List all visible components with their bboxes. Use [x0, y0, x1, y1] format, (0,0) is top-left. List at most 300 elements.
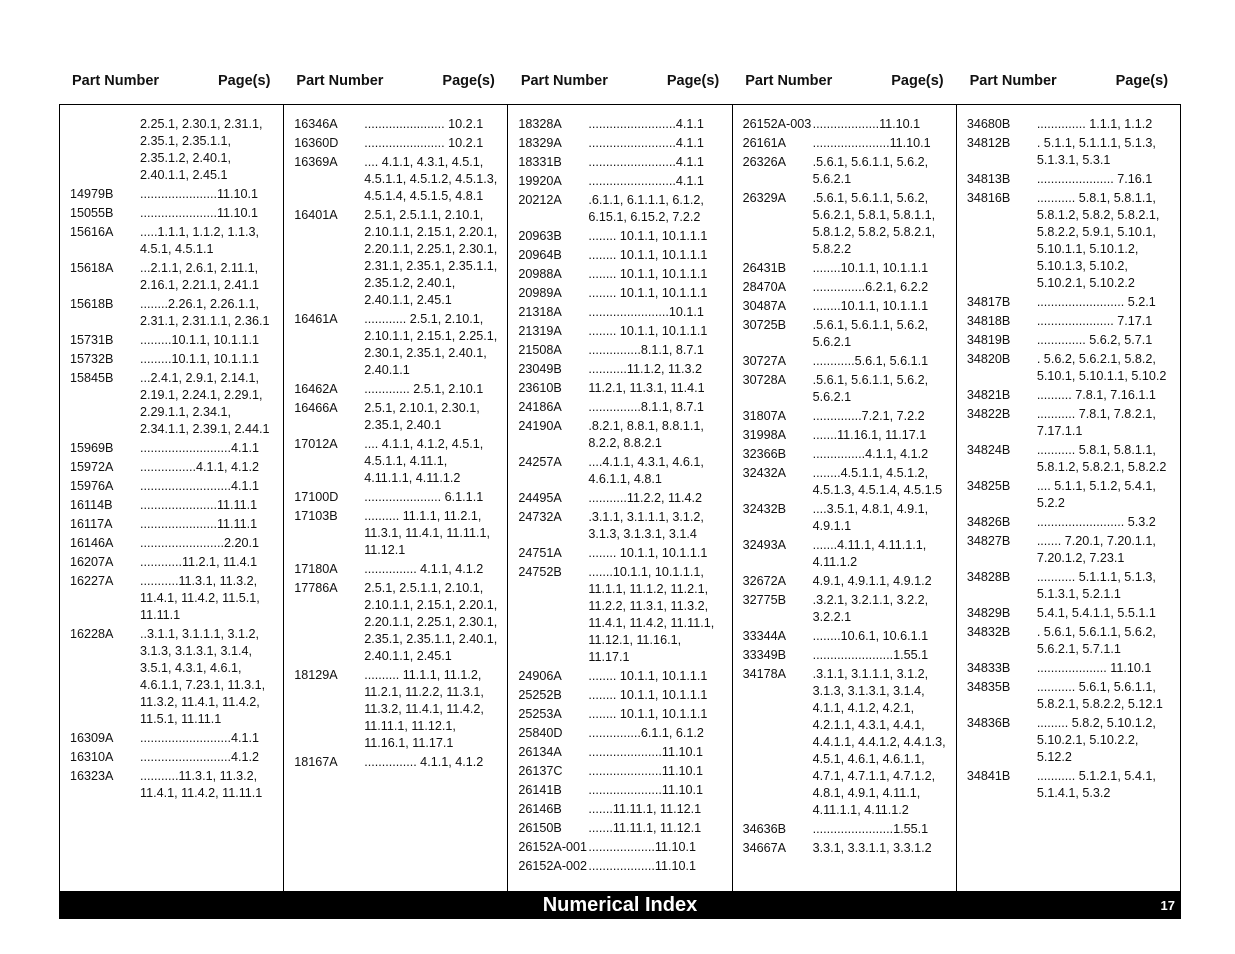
- page-references: ....3.5.1, 4.8.1, 4.9.1, 4.9.1.1: [812, 502, 929, 533]
- index-entry: [294, 508, 497, 559]
- part-number: 26329A: [742, 191, 787, 205]
- index-entry: [294, 135, 497, 152]
- index-column: [284, 105, 508, 891]
- pages-heading: Page(s): [891, 73, 944, 89]
- page-references: ............. 2.5.1, 2.10.1: [364, 382, 484, 396]
- page-references: ......................... 5.2.1: [1036, 295, 1156, 309]
- part-number: 15731B: [70, 333, 114, 347]
- part-number: 16401A: [294, 208, 338, 222]
- index-entry: [518, 801, 721, 818]
- part-number-heading: Part Number: [969, 73, 1057, 89]
- index-entry: [518, 744, 721, 761]
- page-references: 2.25.1, 2.30.1, 2.31.1, 2.35.1, 2.35.1.1, 2.35.1.2, 2.40.1, 2.40.1.1, 2.45.1: [140, 117, 263, 182]
- index-entry: [743, 821, 946, 838]
- index-entry: [743, 501, 946, 535]
- index-entry: [294, 207, 497, 309]
- part-number: 24906A: [518, 669, 562, 683]
- page-references: ....... 7.20.1, 7.20.1.1, 7.20.1.2, 7.23.1: [1036, 534, 1156, 565]
- page-references: 3.3.1, 3.3.1.1, 3.3.1.2: [812, 841, 932, 855]
- part-number: 30727A: [742, 354, 787, 368]
- part-number: 14979B: [70, 187, 114, 201]
- index-entry: [70, 260, 273, 294]
- page-references: ........2.26.1, 2.26.1.1, 2.31.1, 2.31.1.1, 2.36.1: [140, 297, 270, 328]
- part-number: 34817B: [966, 295, 1011, 309]
- part-number: 23049B: [518, 362, 562, 376]
- page-references: ...2.4.1, 2.9.1, 2.14.1, 2.19.1, 2.24.1, 2.29.1, 2.29.1.1, 2.34.1, 2.34.1.1, 2.39.1, 2.44.1: [140, 371, 270, 436]
- page-references: ........10.6.1, 10.6.1.1: [812, 629, 929, 643]
- part-number: 26152A-001: [518, 840, 588, 854]
- page-references: ...............6.1.1, 6.1.2: [588, 726, 704, 740]
- page-references: ....4.1.1, 4.3.1, 4.6.1, 4.6.1.1, 4.8.1: [588, 455, 704, 486]
- index-entry: [518, 763, 721, 780]
- page-references: ........... 5.8.1, 5.8.1.1, 5.8.1.2, 5.8.2.1, 5.8.2.2: [1036, 443, 1167, 474]
- part-number: 21319A: [518, 324, 562, 338]
- page-references: ...2.1.1, 2.6.1, 2.11.1, 2.16.1, 2.21.1, 2.41.1: [140, 261, 260, 292]
- part-number: 26134A: [518, 745, 562, 759]
- part-number: 16466A: [294, 401, 338, 415]
- part-number: 26431B: [742, 261, 787, 275]
- index-entry: [518, 173, 721, 190]
- part-number: 34821B: [966, 388, 1011, 402]
- index-entry: [70, 497, 273, 514]
- part-number: 16309A: [70, 731, 114, 745]
- part-number-heading: Part Number: [520, 73, 608, 89]
- part-number: [70, 116, 140, 184]
- part-number: 16227A: [70, 574, 114, 588]
- index-entry: [967, 514, 1170, 531]
- part-number: 16310A: [70, 750, 114, 764]
- index-entry: [967, 294, 1170, 311]
- index-entry: [70, 535, 273, 552]
- page-references: ......................11.10.1: [812, 136, 931, 150]
- part-number: 25253A: [518, 707, 562, 721]
- index-entry: [518, 564, 721, 666]
- page-references: .5.6.1, 5.6.1.1, 5.6.2, 5.6.2.1: [812, 318, 929, 349]
- page-references: .....................11.10.1: [588, 745, 703, 759]
- part-number: 34833B: [966, 661, 1011, 675]
- column-header: [733, 73, 957, 89]
- page-references: .....1.1.1, 1.1.2, 1.1.3, 4.5.1, 4.5.1.1: [140, 225, 260, 256]
- part-number: 17103B: [294, 509, 338, 523]
- index-entry: [70, 573, 273, 624]
- index-entry: [518, 858, 721, 875]
- index-entry: [518, 509, 721, 543]
- part-number: 24190A: [518, 419, 562, 433]
- pages-heading: Page(s): [218, 73, 271, 89]
- index-entry: [967, 478, 1170, 512]
- index-column: [508, 105, 732, 891]
- page-references: ...................11.10.1: [588, 859, 696, 873]
- page-references: .... 5.1.1, 5.1.2, 5.4.1, 5.2.2: [1036, 479, 1156, 510]
- index-entry: [70, 440, 273, 457]
- part-number: 32432A: [742, 466, 787, 480]
- footer-bar: [59, 892, 1181, 919]
- index-entry: [743, 465, 946, 499]
- part-number: 15976A: [70, 479, 114, 493]
- part-number: 20964B: [518, 248, 562, 262]
- part-number: 18331B: [518, 155, 562, 169]
- part-number: 34812B: [966, 136, 1011, 150]
- page-references: .........................4.1.1: [588, 155, 704, 169]
- page-references: .......11.11.1, 11.12.1: [588, 821, 702, 835]
- index-entry: [743, 190, 946, 258]
- page-references: ......................11.10.1: [140, 206, 259, 220]
- index-entry: [518, 323, 721, 340]
- index-entry: [518, 380, 721, 397]
- index-entry: [294, 116, 497, 133]
- part-number: 30728A: [742, 373, 787, 387]
- page-references: ....................... 10.2.1: [364, 117, 484, 131]
- index-entry: [518, 304, 721, 321]
- part-number: 34818B: [966, 314, 1011, 328]
- page-references: ......................11.11.1: [140, 517, 258, 531]
- page-references: ...............8.1.1, 8.7.1: [588, 343, 704, 357]
- page-references: ..........................4.1.1: [140, 479, 259, 493]
- page-references: .......10.1.1, 10.1.1.1, 11.1.1, 11.1.2, 11.2.1, 11.2.2, 11.3.1, 11.3.2, 11.4.1, 11.4.2, 11.11.1, 11.12.1, 11.16.1, 11.17.1: [588, 565, 715, 664]
- index-entry: [518, 361, 721, 378]
- index-entry: [518, 399, 721, 416]
- index-entry: [70, 224, 273, 258]
- pages-heading: Page(s): [666, 73, 720, 89]
- page-references: ........... 5.1.1.1, 5.1.3, 5.1.3.1, 5.2.1.1: [1036, 570, 1156, 601]
- index-entry: [518, 135, 721, 152]
- page-references: 2.5.1, 2.5.1.1, 2.10.1, 2.10.1.1, 2.15.1, 2.20.1, 2.20.1.1, 2.25.1, 2.30.1, 2.35.1, 2.35.1.1, 2.40.1, 2.40.1.1, 2.45.1: [364, 581, 498, 663]
- index-entry: [70, 370, 273, 438]
- index-entry: [294, 561, 497, 578]
- index-entry: [743, 537, 946, 571]
- page-references: .......... 7.8.1, 7.16.1.1: [1036, 388, 1156, 402]
- index-entry: [518, 266, 721, 283]
- page-references: ...................... 7.16.1: [1036, 172, 1153, 186]
- index-entry: [518, 154, 721, 171]
- part-number: 24186A: [518, 400, 562, 414]
- pages-heading: Page(s): [1115, 73, 1169, 89]
- index-entry: [70, 554, 273, 571]
- index-entry: [743, 154, 946, 188]
- part-number: 23610B: [518, 381, 562, 395]
- part-number: 26150B: [518, 821, 562, 835]
- index-entry: [518, 687, 721, 704]
- part-number-heading: Part Number: [72, 73, 160, 89]
- part-number: 15616A: [70, 225, 114, 239]
- part-number: 20989A: [518, 286, 562, 300]
- index-entry: [518, 725, 721, 742]
- page-references: .......11.16.1, 11.17.1: [812, 428, 927, 442]
- page-references: ...........11.3.1, 11.3.2, 11.4.1, 11.4.2, 11.5.1, 11.11.1: [140, 574, 260, 622]
- part-number: 24751A: [518, 546, 562, 560]
- index-entry: [518, 668, 721, 685]
- part-number: 34819B: [966, 333, 1011, 347]
- part-number: 34822B: [966, 407, 1011, 421]
- page-references: .3.2.1, 3.2.1.1, 3.2.2, 3.2.2.1: [812, 593, 929, 624]
- page-references: ......... 5.8.2, 5.10.1.2, 5.10.2.1, 5.10.2.2, 5.12.2: [1036, 716, 1156, 764]
- part-number: 15845B: [70, 371, 114, 385]
- part-number: 16369A: [294, 155, 338, 169]
- page-references: ............ 2.5.1, 2.10.1, 2.10.1.1, 2.15.1, 2.25.1, 2.30.1, 2.35.1, 2.40.1, 2.40.1.1: [364, 312, 498, 377]
- index-entry: [518, 228, 721, 245]
- index-entry: [294, 436, 497, 487]
- page-references: .5.6.1, 5.6.1.1, 5.6.2, 5.6.2.1: [812, 373, 929, 404]
- part-number: 18329A: [518, 136, 562, 150]
- part-number-heading: Part Number: [745, 73, 833, 89]
- index-entry: [70, 516, 273, 533]
- index-entry: [743, 298, 946, 315]
- part-number: 16461A: [294, 312, 338, 326]
- index-entry: [743, 840, 946, 857]
- index-entry: [743, 372, 946, 406]
- part-number: 16228A: [70, 627, 114, 641]
- page-references: ................4.1.1, 4.1.2: [140, 460, 260, 474]
- part-number: 31807A: [742, 409, 787, 423]
- index-entry: [518, 285, 721, 302]
- index-entry: [743, 317, 946, 351]
- part-number: 24732A: [518, 510, 562, 524]
- index-entry: [967, 171, 1170, 188]
- index-column: [957, 105, 1180, 891]
- page-references: ...................11.10.1: [588, 840, 696, 854]
- part-number: 15732B: [70, 352, 114, 366]
- part-number: 17100D: [294, 490, 339, 504]
- index-entry: [967, 605, 1170, 622]
- part-number: 15969B: [70, 441, 114, 455]
- part-number: 28470A: [742, 280, 787, 294]
- index-entry: [70, 351, 273, 368]
- page-references: ...................... 7.17.1: [1036, 314, 1153, 328]
- part-number: 34824B: [966, 443, 1011, 457]
- page-references: ........... 5.8.1, 5.8.1.1, 5.8.1.2, 5.8.2, 5.8.2.1, 5.8.2.2, 5.9.1, 5.10.1, 5.10.1.1, 5.10.1.2, 5.10.1.3, 5.10.2, 5.10.2.1, 5.10.2.2: [1036, 191, 1160, 290]
- part-number: 20212A: [518, 193, 562, 207]
- part-number: 16207A: [70, 555, 114, 569]
- index-column: [60, 105, 284, 891]
- part-number: 34667A: [742, 841, 787, 855]
- page-references: ..3.1.1, 3.1.1.1, 3.1.2, 3.1.3, 3.1.3.1, 3.1.4, 3.5.1, 4.3.1, 4.6.1, 4.6.1.1, 7.23.1, 11.3.1, 11.3.2, 11.4.1, 11.4.2, 11.5.1, 11.11.1: [140, 627, 266, 726]
- index-table: [59, 104, 1181, 892]
- page-references: 11.2.1, 11.3.1, 11.4.1: [588, 381, 705, 395]
- index-entry: [70, 459, 273, 476]
- footer-title: Numerical Index: [542, 894, 698, 916]
- part-number: 26146B: [518, 802, 562, 816]
- index-entry: [518, 418, 721, 452]
- part-number: 33344A: [742, 629, 787, 643]
- part-number: 34813B: [966, 172, 1011, 186]
- index-entry: [967, 442, 1170, 476]
- part-number: 16360D: [294, 136, 339, 150]
- part-number: 26161A: [742, 136, 787, 150]
- part-number: 34841B: [966, 769, 1011, 783]
- index-entry: [518, 192, 721, 226]
- index-entry: [967, 190, 1170, 292]
- part-number: 31998A: [742, 428, 787, 442]
- part-number: 24495A: [518, 491, 562, 505]
- index-entry: [967, 332, 1170, 349]
- page-references: ........ 10.1.1, 10.1.1.1: [588, 707, 708, 721]
- page-references: ..............7.2.1, 7.2.2: [812, 409, 925, 423]
- part-number: 20988A: [518, 267, 562, 281]
- page-references: ..........................4.1.1: [140, 441, 259, 455]
- index-entry: [518, 706, 721, 723]
- page-references: ........... 5.6.1, 5.6.1.1, 5.8.2.1, 5.8.2.2, 5.12.1: [1036, 680, 1163, 711]
- page-references: ....................... 10.2.1: [364, 136, 484, 150]
- page-references: .......4.11.1, 4.11.1.1, 4.11.1.2: [812, 538, 927, 569]
- part-number: 16117A: [70, 517, 113, 531]
- page-references: ............5.6.1, 5.6.1.1: [812, 354, 929, 368]
- page-references: .....................11.10.1: [588, 764, 703, 778]
- part-number: 17180A: [294, 562, 338, 576]
- page-references: ........................2.20.1: [140, 536, 259, 550]
- index-entry: [743, 427, 946, 444]
- index-entry: [743, 446, 946, 463]
- page-references: . 5.6.1, 5.6.1.1, 5.6.2, 5.6.2.1, 5.7.1.1: [1036, 625, 1156, 656]
- page-references: ...............4.1.1, 4.1.2: [812, 447, 929, 461]
- part-number: 15055B: [70, 206, 114, 220]
- index-entry: [743, 592, 946, 626]
- part-number: 17786A: [294, 581, 338, 595]
- part-number: 16323A: [70, 769, 114, 783]
- index-entry: [518, 545, 721, 562]
- index-entry: [967, 313, 1170, 330]
- part-number: 32432B: [742, 502, 787, 516]
- part-number: 34636B: [742, 822, 787, 836]
- index-entry: [518, 342, 721, 359]
- part-number: 18167A: [294, 755, 338, 769]
- index-entry: [70, 332, 273, 349]
- page-references: 2.5.1, 2.10.1, 2.30.1, 2.35.1, 2.40.1: [364, 401, 480, 432]
- index-entry: [743, 408, 946, 425]
- page-references: 5.4.1, 5.4.1.1, 5.5.1.1: [1036, 606, 1156, 620]
- part-number: 34820B: [966, 352, 1011, 366]
- column-header: [958, 73, 1182, 89]
- page-references: ........ 10.1.1, 10.1.1.1: [588, 688, 708, 702]
- page-references: .......... 11.1.1, 11.1.2, 11.2.1, 11.2.2, 11.3.1, 11.3.2, 11.4.1, 11.4.2, 11.11.1, 11.12.1, 11.16.1, 11.17.1: [364, 668, 484, 750]
- index-entry: [70, 626, 273, 728]
- part-number: 34825B: [966, 479, 1011, 493]
- part-number: 34178A: [742, 667, 787, 681]
- part-number: 26152A-002: [518, 859, 588, 873]
- index-entry: [70, 296, 273, 330]
- index-entry: [967, 116, 1170, 133]
- index-entry: [70, 749, 273, 766]
- part-number: 25840D: [518, 726, 563, 740]
- part-number: 32493A: [742, 538, 787, 552]
- part-number: 34836B: [966, 716, 1011, 730]
- part-number: 33349B: [742, 648, 787, 662]
- page-references: ..........................4.1.1: [140, 731, 259, 745]
- index-entry: [967, 660, 1170, 677]
- page-references: .............. 1.1.1, 1.1.2: [1036, 117, 1153, 131]
- part-number: 16114B: [70, 498, 113, 512]
- part-number: 34826B: [966, 515, 1011, 529]
- index-entry: [967, 351, 1170, 385]
- part-number: 30725B: [742, 318, 787, 332]
- page-references: ........4.5.1.1, 4.5.1.2, 4.5.1.3, 4.5.1.4, 4.5.1.5: [812, 466, 943, 497]
- column-header: [509, 73, 733, 89]
- index-entry: [294, 154, 497, 205]
- part-number: 34829B: [966, 606, 1011, 620]
- index-entry: [294, 754, 497, 771]
- page-references: ........ 10.1.1, 10.1.1.1: [588, 286, 708, 300]
- part-number: 32366B: [742, 447, 787, 461]
- part-number: 26326A: [742, 155, 787, 169]
- part-number: 21508A: [518, 343, 562, 357]
- page-references: ...............6.2.1, 6.2.2: [812, 280, 929, 294]
- index-entry: [518, 490, 721, 507]
- page-references: .3.1.1, 3.1.1.1, 3.1.2, 3.1.3, 3.1.3.1, 3.1.4: [588, 510, 704, 541]
- pages-heading: Page(s): [442, 73, 495, 89]
- index-entry: [967, 768, 1170, 802]
- index-column: [733, 105, 957, 891]
- column-header: [284, 73, 508, 89]
- part-number: 26137C: [518, 764, 563, 778]
- page-references: 4.9.1, 4.9.1.1, 4.9.1.2: [812, 574, 932, 588]
- page-references: ........ 10.1.1, 10.1.1.1: [588, 324, 708, 338]
- page-references: .......... 11.1.1, 11.2.1, 11.3.1, 11.4.1, 11.11.1, 11.12.1: [364, 509, 491, 557]
- index-entry: [294, 667, 497, 752]
- part-number: 15618B: [70, 297, 114, 311]
- page-references: .... 4.1.1, 4.1.2, 4.5.1, 4.5.1.1, 4.11.1, 4.11.1.1, 4.11.1.2: [364, 437, 484, 485]
- index-entry: [967, 569, 1170, 603]
- page-references: .3.1.1, 3.1.1.1, 3.1.2, 3.1.3, 3.1.3.1, 3.1.4, 4.1.1, 4.1.2, 4.2.1, 4.2.1.1, 4.3.1, 4.4.1, 4.4.1.1, 4.4.1.2, 4.4.1.3, 4.5.1, 4.6.1, 4.6.1.1, 4.7.1, 4.7.1.1, 4.7.1.2, 4.8.1, 4.9.1, 4.11.1, 4.11.1.1, 4.11.1.2: [812, 667, 946, 817]
- page-references: .............. 5.6.2, 5.7.1: [1036, 333, 1153, 347]
- part-number: 15972A: [70, 460, 114, 474]
- index-entry: [743, 260, 946, 277]
- index-entry: [743, 666, 946, 819]
- index-entry: [518, 454, 721, 488]
- part-number: 25252B: [518, 688, 562, 702]
- part-number: 21318A: [518, 305, 562, 319]
- page-references: .........................4.1.1: [588, 117, 704, 131]
- part-number: 19920A: [518, 174, 562, 188]
- index-entry: [70, 186, 273, 203]
- part-number: 34816B: [966, 191, 1011, 205]
- index-entry: [743, 135, 946, 152]
- page-references: .5.6.1, 5.6.1.1, 5.6.2, 5.6.2.1: [812, 155, 929, 186]
- part-number: 26141B: [518, 783, 562, 797]
- index-entry: [518, 116, 721, 133]
- page-references: .........10.1.1, 10.1.1.1: [140, 352, 260, 366]
- page-references: .......11.11.1, 11.12.1: [588, 802, 702, 816]
- page-references: . 5.6.2, 5.6.2.1, 5.8.2, 5.10.1, 5.10.1.1, 5.10.2: [1036, 352, 1167, 383]
- part-number: 18328A: [518, 117, 562, 131]
- index-entry: [294, 311, 497, 379]
- part-number: 16146A: [70, 536, 114, 550]
- page-references: .........................4.1.1: [588, 136, 704, 150]
- page-references: ........10.1.1, 10.1.1.1: [812, 261, 929, 275]
- page-references: ...................... 6.1.1.1: [364, 490, 484, 504]
- index-entry: [518, 839, 721, 856]
- page-references: ...........11.2.2, 11.4.2: [588, 491, 703, 505]
- index-entry: [70, 205, 273, 222]
- part-number: 20963B: [518, 229, 562, 243]
- index-entry: [743, 647, 946, 664]
- part-number: 34828B: [966, 570, 1011, 584]
- page-references: .....................11.10.1: [588, 783, 703, 797]
- page-references: ...............8.1.1, 8.7.1: [588, 400, 704, 414]
- index-entry: [967, 406, 1170, 440]
- index-entry: [967, 135, 1170, 169]
- page-references: ......................11.10.1: [140, 187, 259, 201]
- index-entry: [518, 247, 721, 264]
- part-number: 30487A: [742, 299, 787, 313]
- index-entry: [743, 116, 946, 133]
- part-number: 34832B: [966, 625, 1011, 639]
- page-references: 2.5.1, 2.5.1.1, 2.10.1, 2.10.1.1, 2.15.1, 2.20.1, 2.20.1.1, 2.25.1, 2.30.1, 2.31.1, 2.35.1, 2.35.1.1, 2.35.1.2, 2.40.1, 2.40.1.1, 2.45.1: [364, 208, 498, 307]
- index-entry: [967, 679, 1170, 713]
- part-number: 34680B: [966, 117, 1011, 131]
- part-number: 16346A: [294, 117, 338, 131]
- page-references: ......................... 5.3.2: [1036, 515, 1156, 529]
- part-number: 34835B: [966, 680, 1011, 694]
- part-number: 34827B: [966, 534, 1011, 548]
